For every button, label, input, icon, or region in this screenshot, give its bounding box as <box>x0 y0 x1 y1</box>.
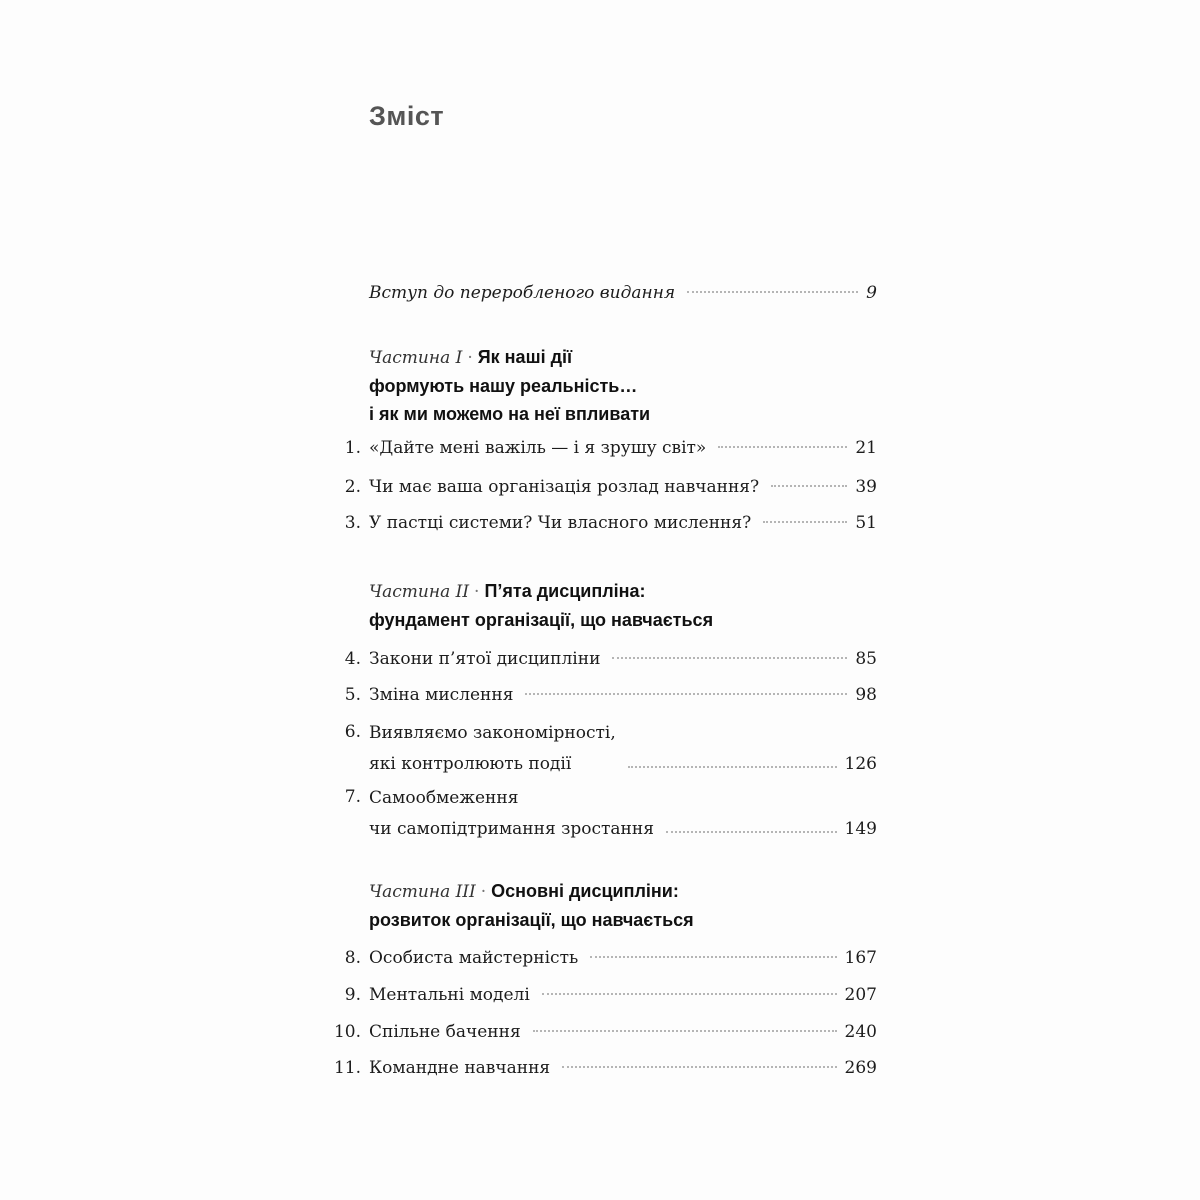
entry-page-number: 98 <box>855 685 877 705</box>
part-title: Як наші дії <box>477 347 573 367</box>
part-title: розвиток організації, що навчається <box>369 910 694 930</box>
entry-label: У пастці системи? Чи власного мислення? <box>369 513 752 533</box>
chapter-number: 6. <box>344 722 361 742</box>
dot-leader <box>666 830 837 833</box>
toc-entry[interactable] <box>344 513 877 543</box>
entry-page-number: 240 <box>844 1022 877 1042</box>
toc-entry-intro[interactable] <box>369 283 877 313</box>
part-heading <box>369 343 650 428</box>
toc-entry[interactable] <box>344 685 877 715</box>
dot-leader <box>533 1029 837 1032</box>
part-heading <box>369 877 694 934</box>
page-title: Зміст <box>369 101 445 131</box>
dot-leader <box>687 290 858 293</box>
chapter-number: 10. <box>333 1022 361 1042</box>
toc-entry[interactable] <box>344 477 877 507</box>
part-label: Частина I <box>369 348 463 368</box>
entry-label: Закони п’ятої дисципліни <box>369 649 601 669</box>
entry-label-block <box>369 783 654 845</box>
entry-page-number: 9 <box>866 283 877 303</box>
toc-entry[interactable] <box>333 1058 877 1088</box>
entry-page-number: 269 <box>844 1058 877 1078</box>
part-title: Основні дисципліни: <box>491 881 679 901</box>
part-separator: · <box>474 582 480 602</box>
dot-leader <box>542 992 837 995</box>
chapter-number: 4. <box>344 649 361 669</box>
chapter-number: 7. <box>344 787 361 807</box>
entry-page-number: 21 <box>855 438 877 458</box>
part-title: і як ми можемо на неї впливати <box>369 404 651 424</box>
toc-entry[interactable] <box>344 718 877 780</box>
toc-entry[interactable] <box>344 783 877 845</box>
dot-leader <box>590 955 836 958</box>
entry-page-number: 51 <box>855 513 877 533</box>
part-separator: · <box>480 882 487 902</box>
dot-leader <box>612 656 847 659</box>
toc-entry[interactable] <box>344 649 877 679</box>
dot-leader <box>718 445 847 448</box>
chapter-number: 8. <box>344 948 361 968</box>
dot-leader <box>763 520 847 523</box>
entry-label: Командне навчання <box>369 1058 551 1078</box>
entry-page-number: 126 <box>844 754 877 774</box>
part-title: П’ята дисципліна: <box>484 581 646 601</box>
entry-label-block <box>369 718 616 780</box>
entry-label: Самообмеження <box>369 788 519 808</box>
part-title: формують нашу реальність… <box>369 376 638 396</box>
chapter-number: 5. <box>344 685 361 705</box>
dot-leader <box>771 484 847 487</box>
entry-label: Вступ до переробленого видання <box>369 283 676 303</box>
entry-page-number: 207 <box>844 985 877 1005</box>
toc-entry[interactable] <box>344 948 877 978</box>
chapter-number: 3. <box>344 513 361 533</box>
chapter-number: 2. <box>344 477 361 497</box>
part-separator: · <box>467 348 473 368</box>
part-label: Частина III <box>369 882 476 902</box>
entry-label: Особиста майстерність <box>369 948 579 968</box>
dot-leader <box>562 1065 836 1068</box>
dot-leader <box>525 692 847 695</box>
entry-page-number: 39 <box>855 477 877 497</box>
entry-page-number: 149 <box>844 819 877 839</box>
toc-entry[interactable] <box>333 1022 877 1052</box>
dot-leader <box>628 765 837 768</box>
chapter-number: 9. <box>344 985 361 1005</box>
entry-label: Виявляємо закономірності, <box>369 723 616 743</box>
entry-label: Зміна мислення <box>369 685 514 705</box>
entry-page-number: 167 <box>844 948 877 968</box>
entry-label: чи самопідтримання зростання <box>369 819 654 839</box>
part-title: фундамент організації, що навчається <box>369 610 714 630</box>
entry-label: Спільне бачення <box>369 1022 521 1042</box>
chapter-number: 11. <box>333 1058 361 1078</box>
toc-entry[interactable] <box>344 985 877 1015</box>
entry-label: Чи має ваша організація розлад навчання? <box>369 477 760 497</box>
part-label: Частина II <box>369 582 470 602</box>
toc-entry[interactable] <box>344 438 877 468</box>
entry-label: Ментальні моделі <box>369 985 530 1005</box>
entry-label: які контролюють події <box>369 754 572 774</box>
chapter-number: 1. <box>344 438 361 458</box>
entry-page-number: 85 <box>855 649 877 669</box>
entry-label: «Дайте мені важіль — і я зрушу світ» <box>369 438 707 458</box>
part-heading <box>369 577 713 634</box>
